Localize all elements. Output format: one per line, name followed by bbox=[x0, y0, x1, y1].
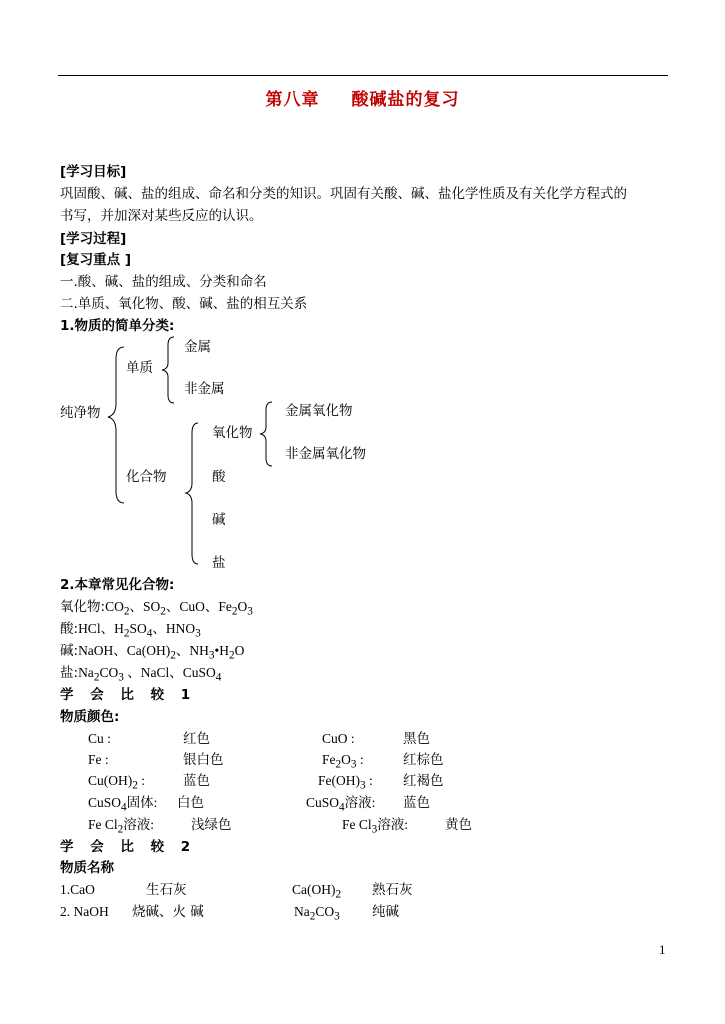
chapter-label: 第八章 bbox=[265, 90, 320, 110]
compare1-heading: 学 会 比 较 1 bbox=[60, 687, 197, 703]
acid-label: 酸: bbox=[60, 621, 79, 637]
color-row-1-substance: Cu : bbox=[88, 731, 111, 746]
page-title bbox=[0, 88, 725, 112]
color-row-1-compare-substance: CuO : bbox=[322, 731, 355, 746]
color-row-3-compare-color: 红褐色 bbox=[403, 773, 444, 789]
color-row-2-color: 银白色 bbox=[183, 752, 224, 768]
color-row-2-compare-substance: $Fe_2O_3$ : bbox=[322, 752, 364, 771]
base-label: 碱: bbox=[60, 643, 79, 659]
compare1-subheading: 物质颜色: bbox=[60, 709, 120, 725]
tree-metal-oxide: 金属氧化物 bbox=[285, 403, 353, 419]
tree-compound: 化合物 bbox=[126, 469, 167, 485]
color-row-4-compare-substance: CuSO$_4$溶液: bbox=[306, 795, 376, 814]
brace-compound bbox=[182, 421, 200, 566]
tree-simple-substance: 单质 bbox=[126, 360, 153, 376]
common-salts: 盐$:Na_2CO_3$ 、NaCl、CuSO$_4$ bbox=[60, 665, 222, 684]
common-heading: 2.本章常见化合物: bbox=[60, 577, 175, 593]
tree-salt: 盐 bbox=[212, 555, 226, 571]
color-row-2-substance: Fe : bbox=[88, 752, 109, 767]
brace-oxide bbox=[256, 400, 274, 468]
goal-line-2: 书写，并加深对某些反应的认识。 bbox=[60, 208, 263, 224]
color-row-2-compare-color: 红棕色 bbox=[403, 752, 444, 768]
common-bases: 碱:NaOH、$Ca(OH)_2$、$NH_3•H_2O$ bbox=[60, 643, 245, 662]
page-number: 1 bbox=[659, 942, 666, 957]
classification-heading: 1.物质的简单分类: bbox=[60, 318, 175, 334]
tree-acid: 酸 bbox=[212, 469, 226, 485]
point-1: 一.酸、碱、盐的组成、分类和命名 bbox=[60, 274, 267, 290]
name-row-1-name: 生石灰 bbox=[146, 882, 187, 898]
point-2: 二.单质、氧化物、酸、碱、盐的相互关系 bbox=[60, 296, 308, 312]
common-oxides: 氧化物$:CO_2$、$SO_2$、CuO、$Fe_2O_3$ bbox=[60, 599, 253, 618]
oxide-label: 氧化物: bbox=[60, 599, 106, 615]
name-row-1-compare-name: 熟石灰 bbox=[372, 882, 413, 898]
color-row-3-substance: $Cu(OH)_2$ : bbox=[88, 773, 146, 792]
salt-label: 盐: bbox=[60, 665, 79, 681]
name-row-1-formula: 1.CaO bbox=[60, 882, 95, 897]
common-acids: 酸:HCl、$H_2SO_4$、$HNO_3$ bbox=[60, 621, 201, 640]
header-rule bbox=[58, 75, 668, 76]
chapter-topic: 酸碱盐的复习 bbox=[351, 90, 460, 110]
tree-metal: 金属 bbox=[184, 339, 211, 355]
brace-pure-substance bbox=[102, 345, 128, 505]
name-row-2-formula: 2. NaOH bbox=[60, 904, 109, 919]
color-row-1-compare-color: 黑色 bbox=[403, 731, 430, 747]
name-row-2-compare-formula: $Na_2CO_3$ bbox=[294, 904, 340, 923]
process-heading: [学习过程] bbox=[60, 231, 127, 247]
tree-oxide: 氧化物 bbox=[212, 425, 253, 441]
color-row-5-substance: Fe $Cl_2$溶液: bbox=[88, 817, 155, 836]
color-row-1-color: 红色 bbox=[183, 731, 210, 747]
tree-nonmetal-oxide: 非金属氧化物 bbox=[285, 446, 366, 462]
goal-line-1: 巩固酸、碱、盐的组成、命名和分类的知识。巩固有关酸、碱、盐化学性质及有关化学方程式的 bbox=[60, 186, 627, 202]
tree-base: 碱 bbox=[212, 512, 226, 528]
color-row-5-compare-color: 黄色 bbox=[445, 817, 472, 833]
name-row-2-name: 烧碱、火 碱 bbox=[132, 904, 204, 920]
name-row-2-compare-name: 纯碱 bbox=[372, 904, 399, 920]
color-row-5-color: 浅绿色 bbox=[191, 817, 232, 833]
goal-heading: [学习目标] bbox=[60, 164, 127, 180]
compare2-subheading: 物质名称 bbox=[60, 860, 114, 876]
color-row-4-compare-color: 蓝色 bbox=[403, 795, 430, 811]
color-row-3-color: 蓝色 bbox=[183, 773, 210, 789]
compare2-heading: 学 会 比 较 2 bbox=[60, 839, 197, 855]
tree-nonmetal: 非金属 bbox=[184, 381, 225, 397]
tree-pure-substance: 纯净物 bbox=[60, 405, 101, 421]
color-row-5-compare-substance: Fe $Cl_3$溶液: bbox=[342, 817, 409, 836]
color-row-4-color: 白色 bbox=[177, 795, 204, 811]
color-row-3-compare-substance: $Fe(OH)_3$ : bbox=[318, 773, 373, 792]
name-row-1-compare-formula: $Ca(OH)_2$ bbox=[292, 882, 342, 901]
brace-simple-substance bbox=[158, 335, 176, 405]
focus-heading: [复习重点 ] bbox=[60, 252, 132, 268]
color-row-4-substance: CuSO$_4$固体: bbox=[88, 795, 158, 814]
